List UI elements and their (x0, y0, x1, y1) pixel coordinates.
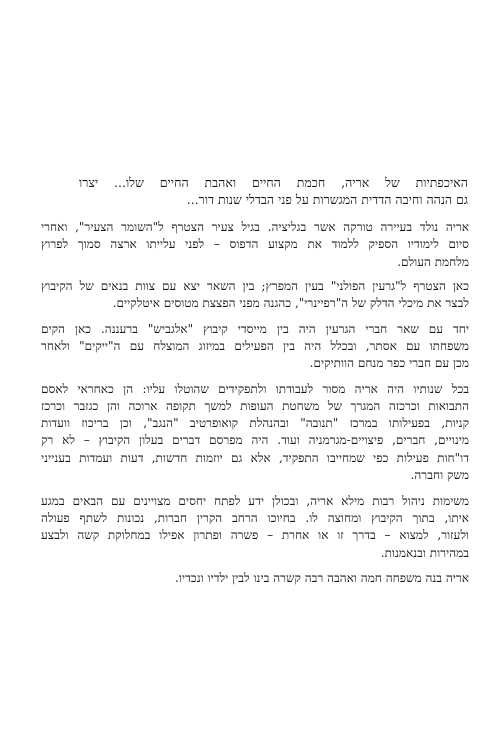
text-line: קניות, בפעילותו במרכז "תנובה" ובהנהלת קואופרטיב "הנגב", וכן בריכוז וועדות (41, 416, 469, 430)
text-line: מכן עם חברי כפר מנחם הוותיקים. (309, 356, 469, 370)
text-line: משימות ניהול רבות מילא אריה, ובכולן ידע לפתח יחסים מצויינים עם הבאים במגע (41, 494, 469, 508)
text-line: דו"חות פעילות כפי שמחייבו התפקיד, אלא גם יוזמות חדשות, דעות ועמדות בענייני (41, 451, 469, 465)
text-line: סיום לימודיו הספיק ללמוד את מקצוע הדפוס – לפני עלייתו ארצה סמוך לפרוץ (41, 237, 469, 251)
text-line: משפחתו עם אסתר, ובכלל היה בין הפעילים במיזוג המוצלח עם ה"ייקים" ולאחר (41, 339, 469, 353)
text-line: במהירות ובנאמנות. (380, 546, 469, 560)
text-line: איתו, בתוך הקיבוץ ומחוצה לו. בחיוכו הרחב הקרין חברות, נכונות לשתף פעולה (41, 511, 469, 525)
text-line: יחד עם שאר חברי הגרעין היה בין מייסדי קיבוץ "אלגביש" ברעננה. כאן הקים (41, 322, 469, 336)
text-line: מינויים, חברים, פיצויים-מגרמניה ועוד. היה מפרסם דברים בעלון הקיבוץ – לא רק (41, 433, 469, 447)
text-line: אריה בנה משפחה חמה ואהבה רבה קשרה בינו לבין ילדיו ונכדיו. (175, 571, 469, 585)
text-line: בכל שנותיו היה אריה מסור לעבודתו ולתפקידים שהוטלו עליו: הן כאחראי לאסם (41, 382, 469, 396)
text-line: לבצר את מיכלי הדלק של ה"רפיינרי", כהגנה מפני הפצצת מטוסים איטלקיים. (112, 296, 469, 310)
text-line: כאן הצטרף ל"גרעין הפולני" בעין המפרץ; בין השאר יצא עם צוות בנאים של הקיבוץ (41, 279, 469, 293)
text-line: התבואות וכרכזה המגרך של משחטת העופות למשך תקופה ארוכה והן כגזבר וכרכז (41, 399, 469, 413)
epigraph-line: האיכפתיות של אריה, חכמת החיים ואהבת החיים שלו... יצרו (79, 175, 468, 190)
epigraph-line: גם הנהה וחיבה הדדית המגשרות על פני הבדלי שנות דור... (186, 192, 468, 207)
text-line: ולעזור, למצוא – בדרך זו או אחרת – פשרה ופתרון אפילו במחלוקת קשה ולבצע (41, 528, 469, 542)
text-line: משק וחברה. (410, 468, 469, 482)
text-line: מלחמת העולם. (397, 255, 469, 269)
text-line: אריה נולד בעיירה טורקה אשר בגליציה. בגיל צעיר הצטרף ל"השומר הצעיר", ואחרי (41, 220, 469, 234)
